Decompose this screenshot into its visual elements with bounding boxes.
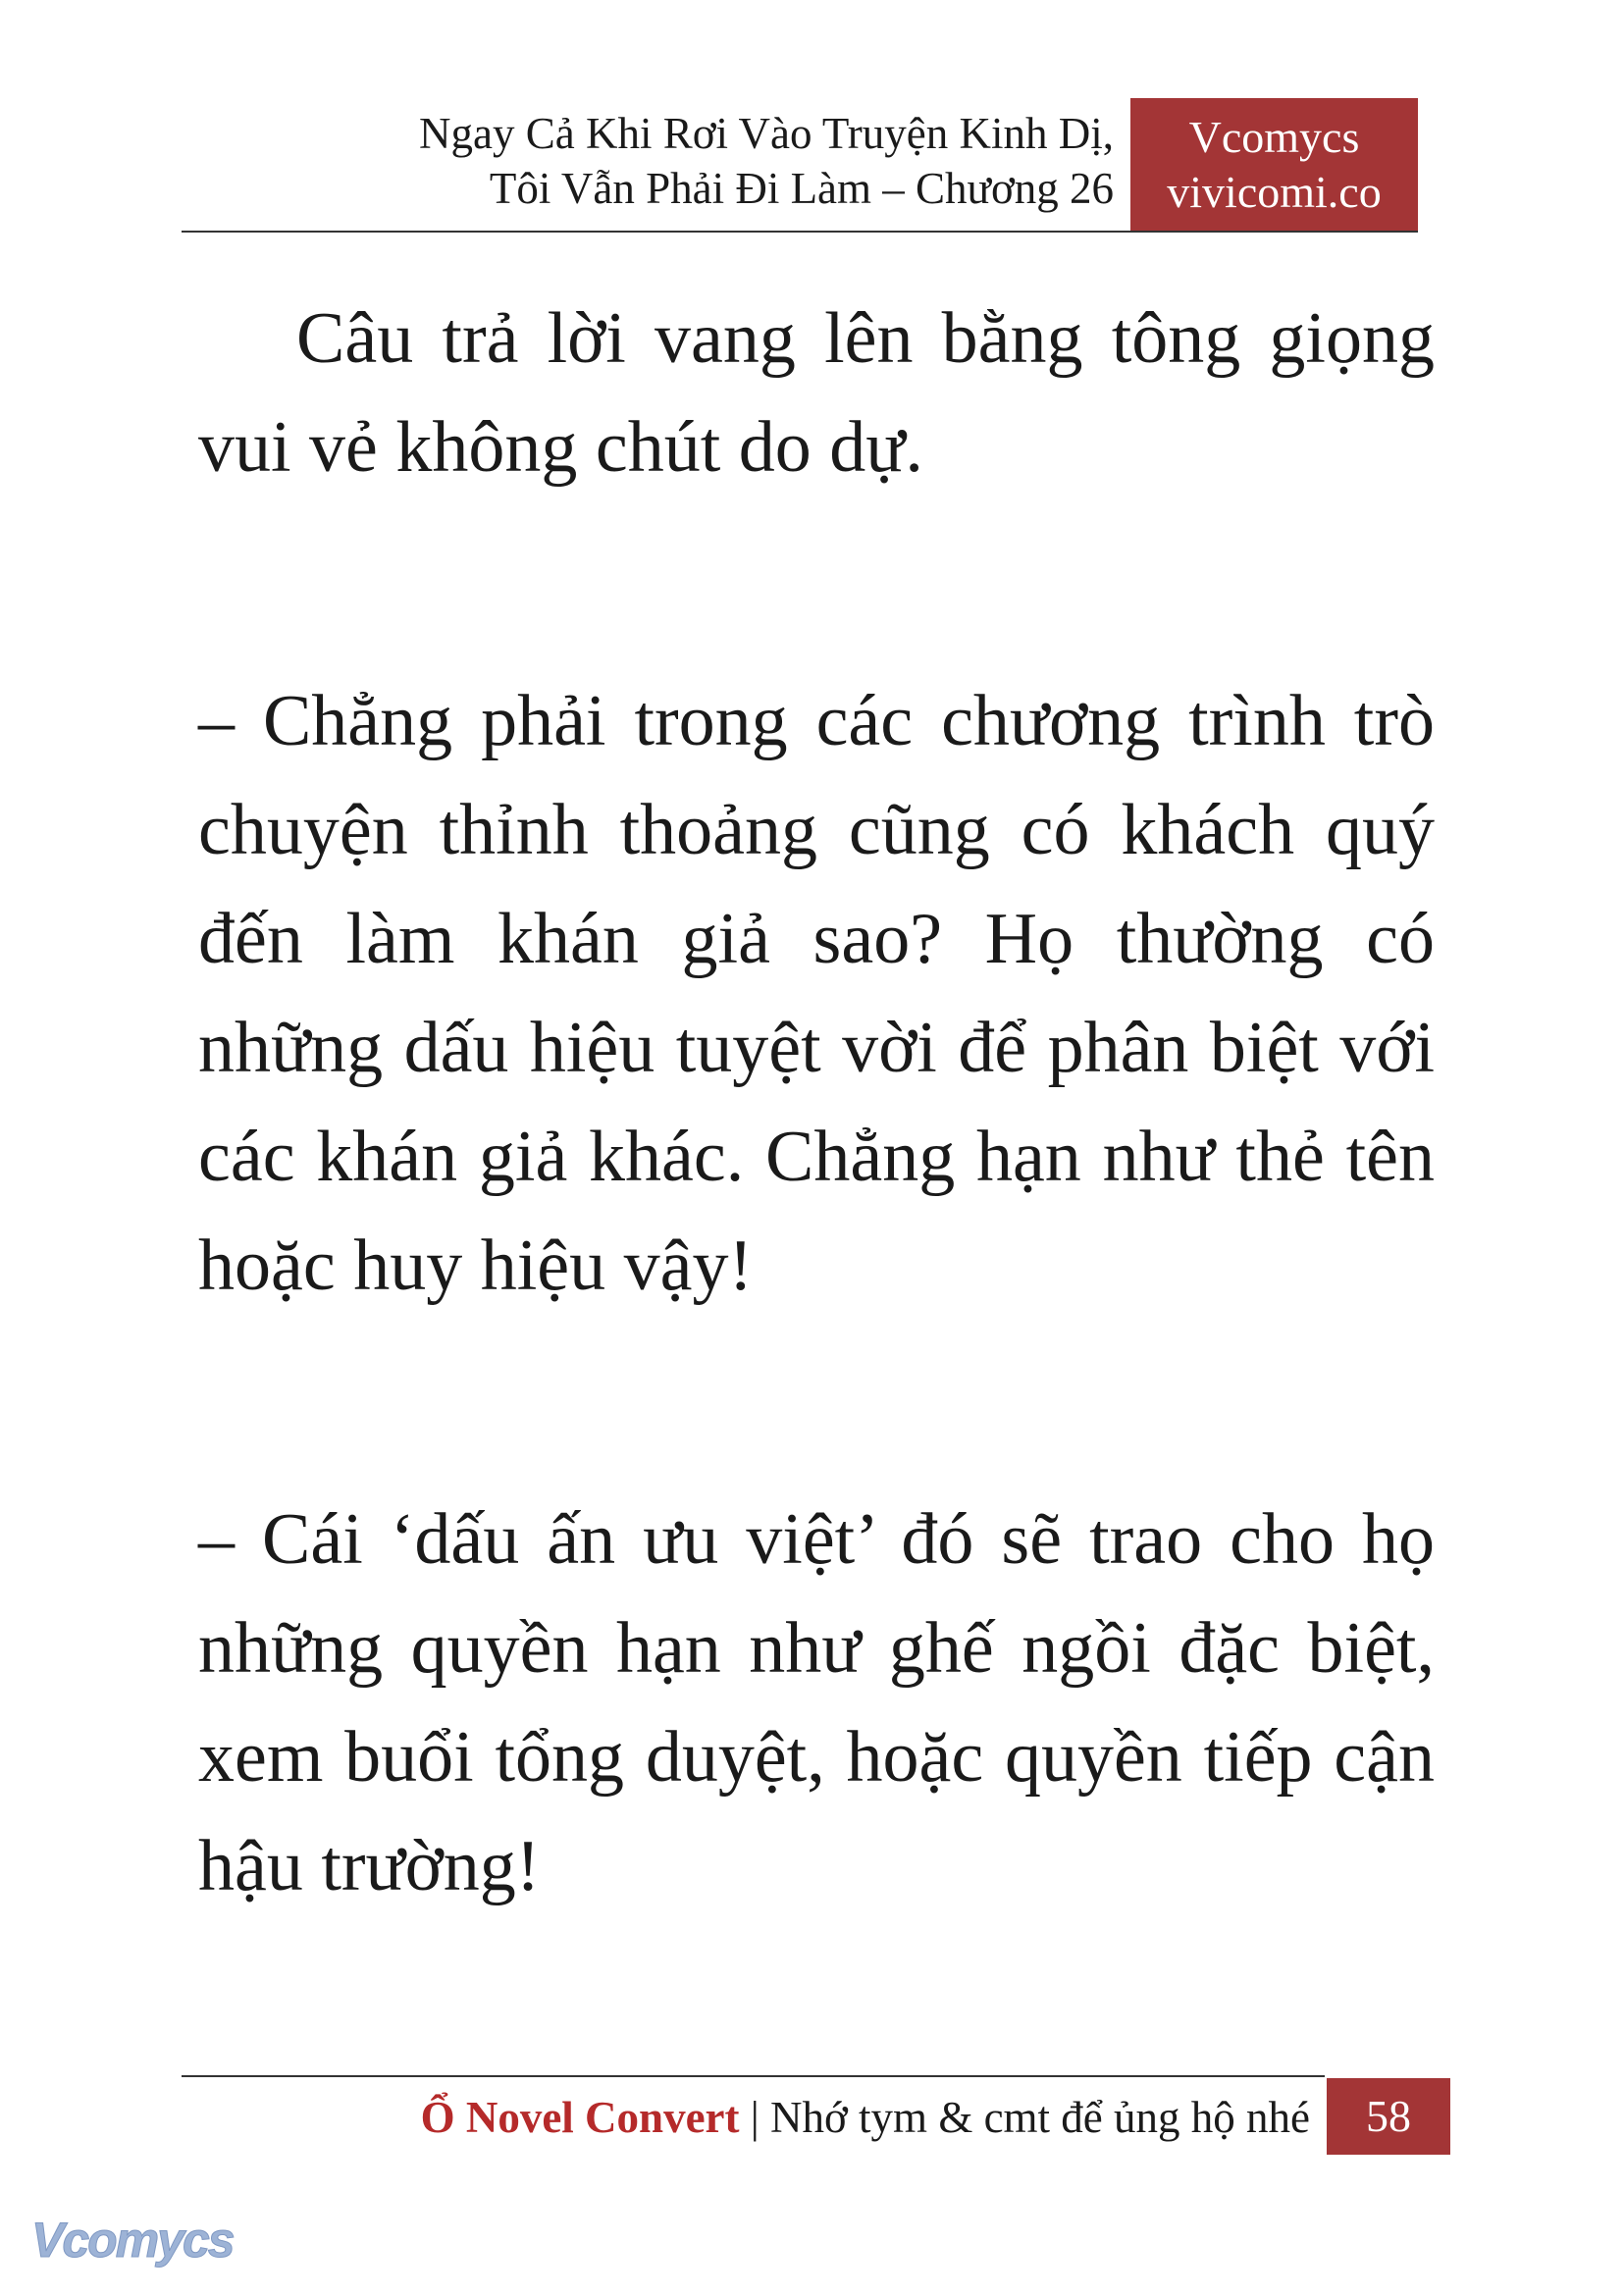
chapter-title-line-1: Ngay Cả Khi Rơi Vào Truyện Kinh Dị, bbox=[419, 109, 1114, 158]
footer-credit bbox=[182, 2088, 1310, 2147]
chapter-title-line-2: Tôi Vẫn Phải Đi Làm – Chương 26 bbox=[489, 164, 1114, 213]
site-badge-name: Vcomycs bbox=[1188, 112, 1360, 162]
paragraph-2: – Chẳng phải trong các chương trình trò chuyện thỉnh thoảng cũng có khách quý đến làm khán giả sao? Họ thường có những dấu hiệu tuyệt vời để phân biệt với các khán giả khác. Chẳng hạn như thẻ tên hoặc huy hiệu vậy! bbox=[198, 681, 1435, 1306]
site-badge bbox=[1130, 98, 1418, 231]
page-number: 58 bbox=[1327, 2078, 1450, 2155]
chapter-title bbox=[196, 106, 1114, 216]
header-divider bbox=[182, 231, 1418, 233]
paragraph-3: – Cái ‘dấu ấn ưu việt’ đó sẽ trao cho họ những quyền hạn như ghế ngồi đặc biệt, xem buổi tổng duyệt, hoặc quyền tiếp cận hậu trường! bbox=[198, 1499, 1435, 1906]
paragraph-1: Câu trả lời vang lên bằng tông giọng vui vẻ không chút do dự. bbox=[198, 298, 1435, 488]
footer-message: Nhớ tym & cmt để ủng hộ nhé bbox=[770, 2093, 1310, 2142]
footer-divider bbox=[182, 2075, 1325, 2077]
chapter-body bbox=[198, 285, 1435, 1921]
footer-brand: Ổ Novel Convert bbox=[420, 2093, 740, 2142]
footer-separator: | bbox=[739, 2093, 771, 2142]
watermark-text: Vcomycs bbox=[31, 2213, 234, 2268]
site-badge-url: vivicomi.co bbox=[1167, 167, 1382, 217]
vcomycs-watermark-logo bbox=[27, 2206, 253, 2274]
